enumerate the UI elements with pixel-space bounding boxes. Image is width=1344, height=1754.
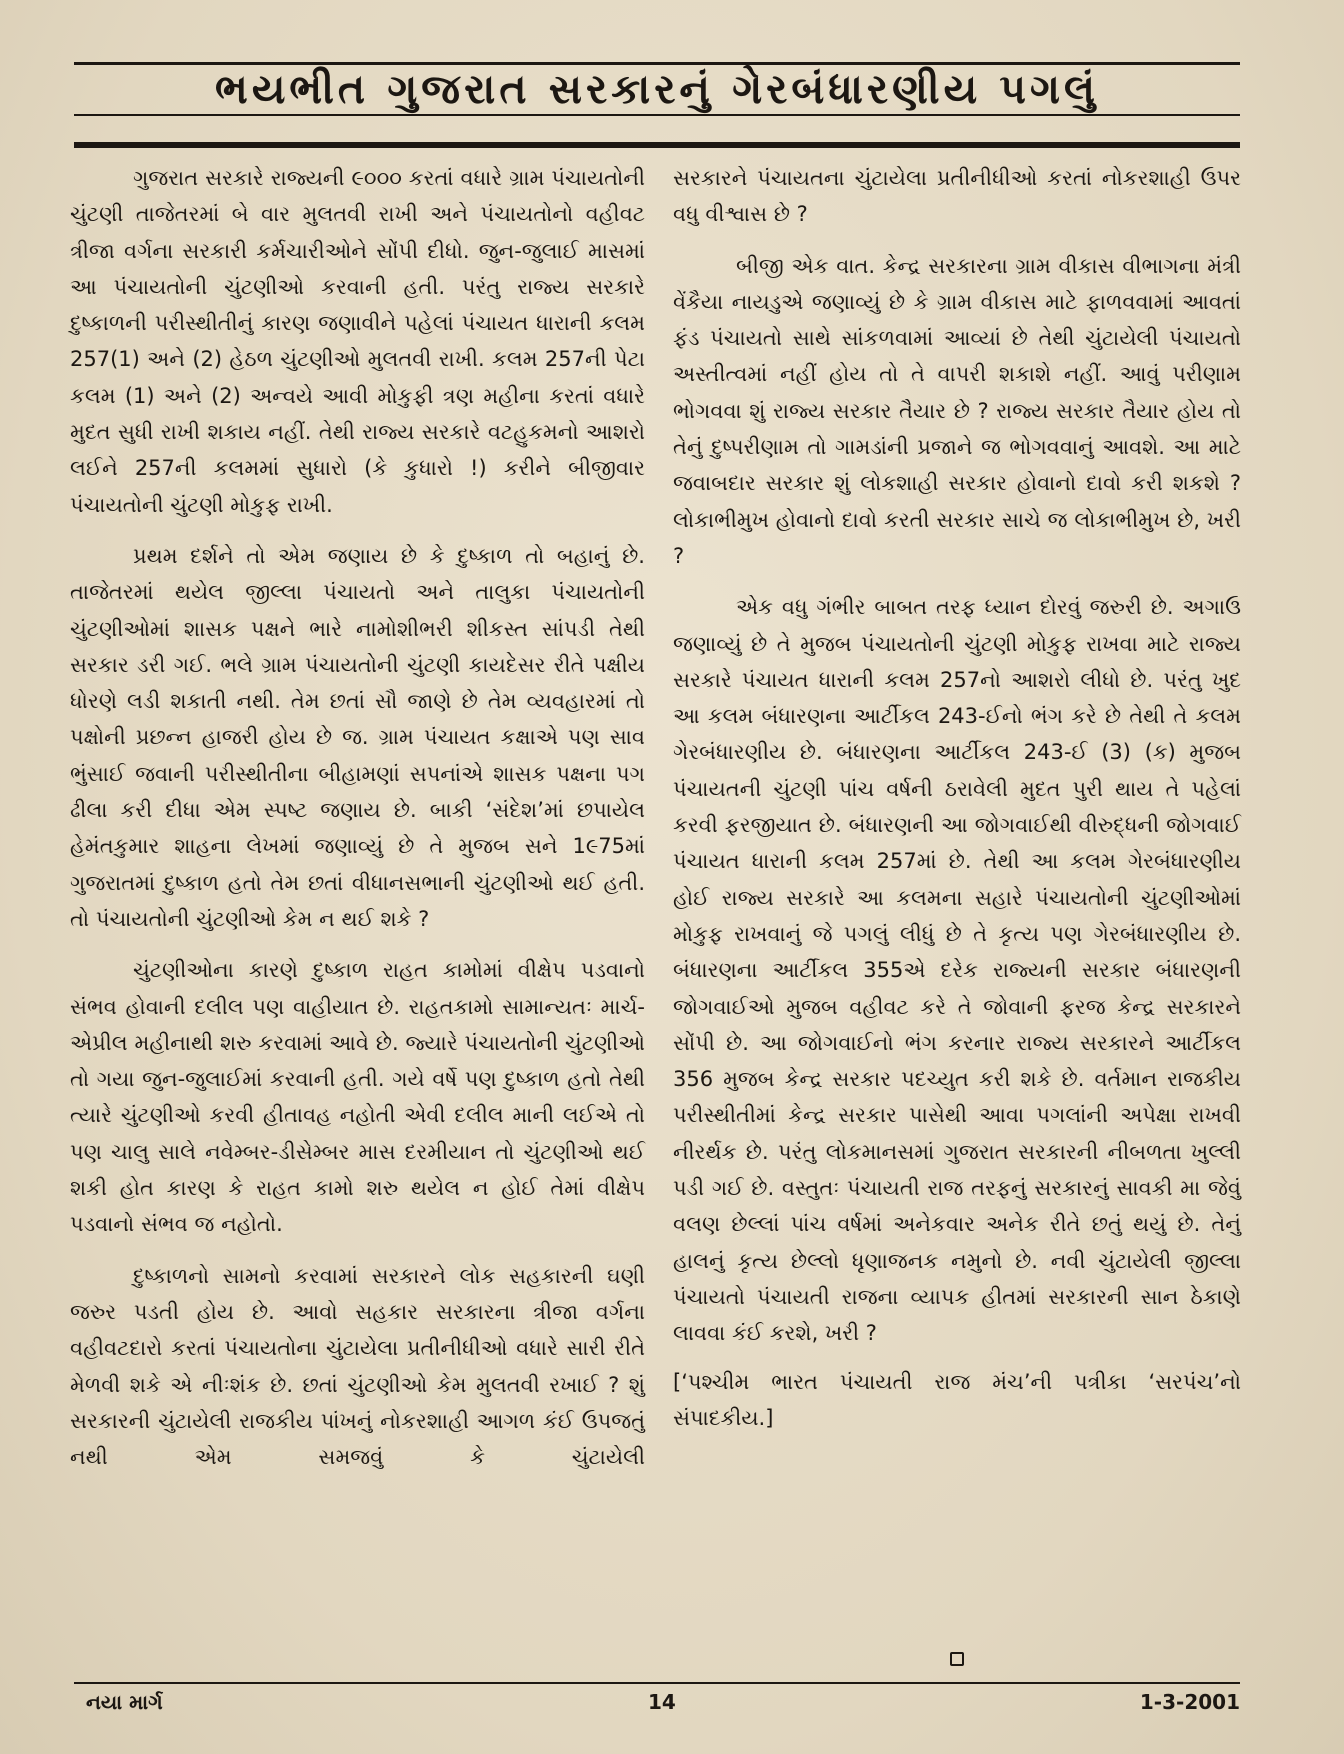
issue-date: 1-3-2001	[1139, 1690, 1240, 1714]
header-rule-middle	[74, 114, 1240, 116]
paragraph: ગુજરાત સરકારે રાજ્યની ૯૦૦૦ કરતાં વધારે ગ્રામ પંચાયતોની ચુંટણી તાજેતરમાં બે વાર મુલતવી રાખી અને પંચાયતોનો વહીવટ ત્રીજા વર્ગના સરકારી કર્મચારીઓને સોંપી દીધો. જુન-જુલાઈ માસમાં આ પંચાયતોની ચુંટણીઓ કરવાની હતી. પરંતુ રાજ્ય સરકારે દુષ્કાળની પરીસ્થીતીનું કારણ જણાવીને પહેલાં પંચાયત ધારાની કલમ 257(1) અને (2) હેઠળ ચુંટણીઓ મુલતવી રાખી. કલમ 257ની પેટા કલમ (1) અને (2) અન્વયે આવી મોકુફી ત્રણ મહીના કરતાં વધારે મુદત સુધી રાખી શકાય નહીં. તેથી રાજ્ય સરકારે વટહુકમનો આશરો લઈને 257ની કલમમાં સુધારો (કે કુધારો !) કરીને બીજીવાર પંચાયતોની ચુંટણી મોકુફ રાખી.	[70, 166, 645, 517]
paragraph: સરકારને પંચાયતના ચુંટાયેલા પ્રતીનીધીઓ કરતાં નોકરશાહી ઉપર વધુ વીશ્વાસ છે ?	[673, 166, 1241, 227]
article-right-column	[673, 160, 1241, 1436]
article-title: ભયભીત ગુજરાત સરકારનું ગેરબંધારણીય પગલું	[215, 65, 1099, 113]
source-note: [‘પશ્ચીમ ભારત પંચાયતી રાજ મંચ’ની પત્રીકા ‘સરપંચ’નો સંપાદકીય.]	[673, 1369, 1241, 1430]
footer-rule	[74, 1682, 1240, 1684]
paragraph: દુષ્કાળનો સામનો કરવામાં સરકારને લોક સહકારની ઘણી જરુર પડતી હોય છે. આવો સહકાર સરકારના ત્રીજા વર્ગના વહીવટદારો કરતાં પંચાયતોના ચુંટાયેલા પ્રતીનીધીઓ વધારે સારી રીતે મેળવી શકે એ નીઃશંક છે. છતાં ચુંટણીઓ કેમ મુલતવી રખાઈ ? શું સરકારની ચુંટાયેલી રાજકીય પાંખનું નોકરશાહી આગળ કંઈ ઉપજતું નથી એમ સમજવું કે ચુંટાયેલી	[70, 1263, 645, 1470]
paragraph: ચુંટણીઓના કારણે દુષ્કાળ રાહત કામોમાં વીક્ષેપ પડવાનો સંભવ હોવાની દલીલ પણ વાહીયાત છે. રાહતકામો સામાન્યતઃ માર્ચ-એપ્રીલ મહીનાથી શરુ કરવામાં આવે છે. જ્યારે પંચાયતોની ચુંટણીઓ તો ગયા જુન-જુલાઈમાં કરવાની હતી. ગયે વર્ષે પણ દુષ્કાળ હતો તેથી ત્યારે ચુંટણીઓ કરવી હીતાવહ નહોતી એવી દલીલ માની લઈએ તો પણ ચાલુ સાલે નવેમ્બર-ડીસેમ્બર માસ દરમીયાન તો ચુંટણીઓ થઈ શકી હોત કારણ કે રાહત કામો શરુ થયેલ ન હોઈ તેમાં વીક્ષેપ પડવાનો સંભવ જ નહોતો.	[70, 958, 645, 1237]
page-number: 14	[648, 1690, 676, 1714]
end-mark-icon	[950, 1652, 964, 1666]
paragraph: એક વધુ ગંભીર બાબત તરફ ધ્યાન દોરવું જરુરી છે. અગાઉ જણાવ્યું છે તે મુજબ પંચાયતોની ચુંટણી મોકુફ રાખવા માટે રાજ્ય સરકારે પંચાયત ધારાની કલમ 257નો આશરો લીધો છે. પરંતુ ખુદ આ કલમ બંધારણના આર્ટીકલ 243-ઈનો ભંગ કરે છે તેથી તે કલમ ગેરબંધારણીય છે. બંધારણના આર્ટીકલ 243-ઈ (3) (ક) મુજબ પંચાયતની ચુંટણી પાંચ વર્ષની ઠરાવેલી મુદત પુરી થાય તે પહેલાં કરવી ફરજીયાત છે. બંધારણની આ જોગવાઈથી વીરુદ્ધની જોગવાઈ પંચાયત ધારાની કલમ 257માં છે. તેથી આ કલમ ગેરબંધારણીય હોઈ રાજ્ય સરકારે આ કલમના સહારે પંચાયતોની ચુંટણીઓમાં મોકુફ રાખવાનું જે પગલું લીધું છે તે કૃત્ય પણ ગેરબંધારણીય છે. બંધારણના આર્ટીકલ 355એ દરેક રાજ્યની સરકાર બંધારણની જોગવાઈઓ મુજબ વહીવટ કરે તે જોવાની ફરજ કેન્દ્ર સરકારને સોંપી છે. આ જોગવાઈનો ભંગ કરનાર રાજ્ય સરકારને આર્ટીકલ 356 મુજબ કેન્દ્ર સરકાર પદચ્યુત કરી શકે છે. વર્તમાન રાજકીય પરીસ્થીતીમાં કેન્દ્ર સરકાર પાસેથી આવા પગલાંની અપેક્ષા રાખવી નીરર્થક છે. પરંતુ લોકમાનસમાં ગુજરાત સરકારની નીબળતા ખુલ્લી પડી ગઈ છે. વસ્તુતઃ પંચાયતી રાજ તરફનું સરકારનું સાવકી મા જેવું વલણ છેલ્લાં પાંચ વર્ષમાં અનેકવાર અનેક રીતે છતું થયું છે. તેનું હાલનું કૃત્ય છેલ્લો ધૃણાજનક નમુનો છે. નવી ચુંટાયેલી જીલ્લા પંચાયતો પંચાયતી રાજના વ્યાપક હીતમાં સરકારની સાન ઠેકાણે લાવવા કંઈ કરશે, ખરી ?	[673, 595, 1241, 1346]
paragraph: બીજી એક વાત. કેન્દ્ર સરકારના ગ્રામ વીકાસ વીભાગના મંત્રી વેંકૈયા નાયડુએ જણાવ્યું છે કે ગ્રામ વીકાસ માટે ફાળવવામાં આવતાં ફંડ પંચાયતો સાથે સાંકળવામાં આવ્યાં છે તેથી ચુંટાયેલી પંચાયતો અસ્તીત્વમાં નહીં હોય તો તે વાપરી શકાશે નહીં. આવું પરીણામ ભોગવવા શું રાજ્ય સરકાર તૈયાર છે ? રાજ્ય સરકાર તૈયાર હોય તો તેનું દુષ્પરીણામ તો ગામડાંની પ્રજાને જ ભોગવવાનું આવશે. આ માટે જવાબદાર સરકાર શું લોકશાહી સરકાર હોવાનો દાવો કરી શકશે ? લોકાભીમુખ હોવાનો દાવો કરતી સરકાર સાચે જ લોકાભીમુખ છે, ખરી ?	[673, 253, 1241, 568]
article-left-column	[70, 160, 645, 1475]
header-rule-thick	[74, 142, 1240, 148]
publication-name: નયા માર્ગ	[86, 1690, 163, 1714]
paragraph: પ્રથમ દર્શને તો એમ જણાય છે કે દુષ્કાળ તો બહાનું છે. તાજેતરમાં થયેલ જીલ્લા પંચાયતો અને તાલુકા પંચાયતોની ચુંટણીઓમાં શાસક પક્ષને ભારે નામોશીભરી શીકસ્ત સાંપડી તેથી સરકાર ડરી ગઈ. ભલે ગ્રામ પંચાયતોની ચુંટણી કાયદેસર રીતે પક્ષીય ધોરણે લડી શકાતી નથી. તેમ છતાં સૌ જાણે છે તેમ વ્યવહારમાં તો પક્ષોની પ્રછન્ન હાજરી હોય છે જ. ગ્રામ પંચાયત કક્ષાએ પણ સાવ ભુંસાઈ જવાની પરીસ્થીતીના બીહામણાં સપનાંએ શાસક પક્ષના પગ ઢીલા કરી દીધા એમ સ્પષ્ટ જણાય છે. બાકી ‘સંદેશ’માં છપાયેલ હેમંતકુમાર શાહના લેખમાં જણાવ્યું છે તે મુજબ સને 1૯75માં ગુજરાતમાં દુષ્કાળ હતો તેમ છતાં વીધાનસભાની ચુંટણીઓ થઈ હતી. તો પંચાયતોની ચુંટણીઓ કેમ ન થઈ શકે ?	[70, 543, 645, 931]
